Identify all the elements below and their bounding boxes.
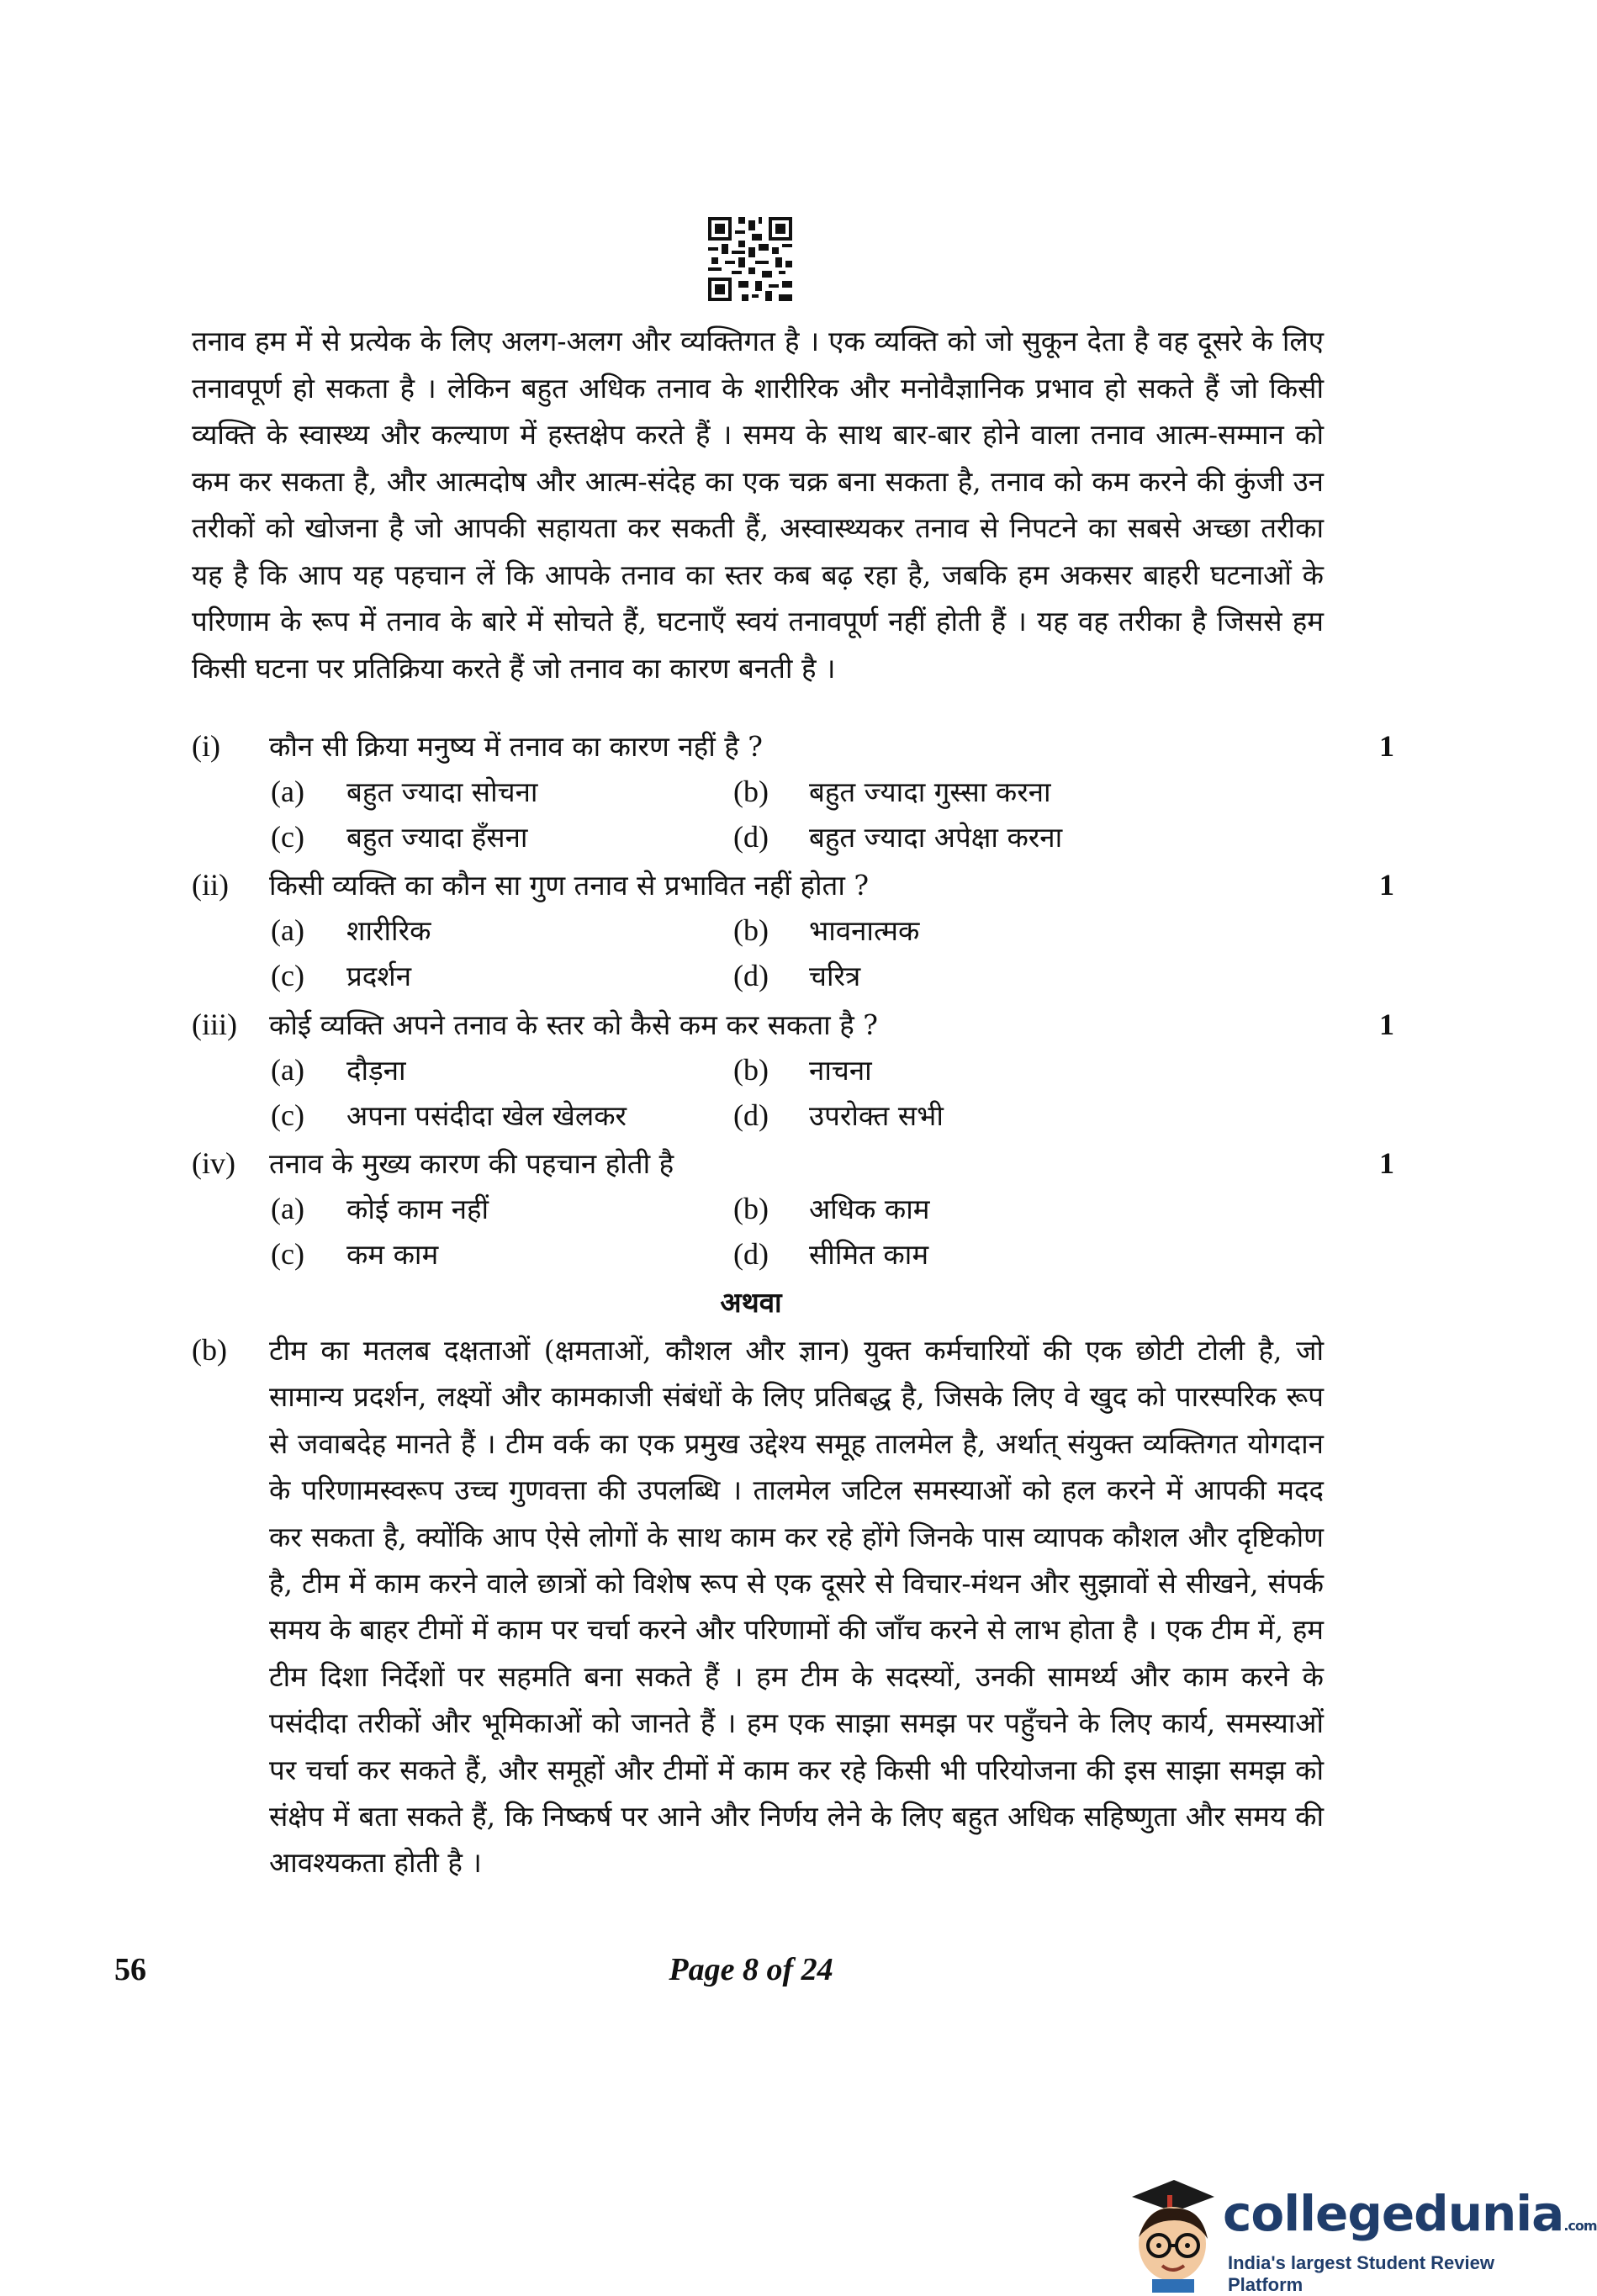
question-number: (i) (192, 729, 220, 763)
option-c: (c) प्रदर्शन (271, 959, 412, 992)
passage-text: तनाव हम में से प्रत्येक के लिए अलग-अलग और व्यक्तिगत है । एक व्यक्ति को जो सुकून देता है वह दूसरे के लिए तनावपूर्ण हो सकता है । लेकिन बहुत अधिक तनाव के शारीरिक और मनोवैज्ञानिक प्रभाव हो सकते हैं जो किसी व्यक्ति के स्वास्थ्य और कल्याण में हस्तक्षेप करते हैं । समय के साथ बार-बार होने वाला तनाव आत्म-सम्मान को कम कर सकता है, और आत्मदोष और आत्म-संदेह का एक चक्र बना सकता है, तनाव को कम करने की कुंजी उन तरीकों को खोजना है जो आपकी सहायता कर सकती हैं, अस्वास्थ्यकर तनाव से निपटने का सबसे अच्छा तरीका यह है कि आप यह पहचान लें कि आपके तनाव का स्तर कब बढ़ रहा है, जबकि हम अकसर बाहरी घटनाओं के परिणाम के रूप में तनाव के बारे में सोचते हैं, घटनाएँ स्वयं तनावपूर्ण नहीं होती हैं । यह वह तरीका है जिससे हम किसी घटना पर प्रतिक्रिया करते हैं जो तनाव का कारण बनती है । (192, 325, 1324, 685)
option-b: (b) नाचना (733, 1053, 872, 1087)
options-row (271, 953, 1112, 999)
option-b: (b) बहुत ज्यादा गुस्सा करना (733, 775, 1051, 808)
options-row (271, 907, 1112, 954)
question-text: किसी व्यक्ति का कौन सा गुण तनाव से प्रभावित नहीं होता ? (269, 869, 870, 902)
option-a: (a) शारीरिक (271, 913, 431, 947)
question-number: (ii) (192, 868, 229, 902)
options-row (271, 814, 1112, 860)
option-a: (a) कोई काम नहीं (271, 1192, 489, 1225)
question-number: (iv) (192, 1146, 235, 1180)
collegedunia-logo (1115, 2172, 1597, 2295)
paper-code: 56 (114, 1952, 146, 1987)
question-row (192, 1140, 1394, 1187)
option-d: (d) उपरोक्त सभी (733, 1098, 944, 1132)
options-row (271, 1092, 1112, 1139)
mascot-icon (1115, 2172, 1224, 2293)
question-row (192, 1002, 1394, 1048)
page-number: Page 8 of 24 (669, 1952, 833, 1987)
options-row (271, 1231, 1112, 1278)
question-text: तनाव के मुख्य कारण की पहचान होती है (269, 1147, 674, 1180)
question-row (192, 723, 1394, 770)
question-number: (iii) (192, 1008, 237, 1041)
option-d: (d) चरित्र (733, 959, 861, 992)
part-b-label: (b) (192, 1333, 227, 1367)
option-a: (a) दौड़ना (271, 1053, 406, 1087)
logo-tagline: India's largest Student Review Platform (1228, 2252, 1494, 2295)
question-marks: 1 (1379, 868, 1394, 902)
question-text: कोई व्यक्ति अपने तनाव के स्तर को कैसे कम कर सकता है ? (269, 1008, 878, 1041)
qr-code (708, 217, 792, 301)
option-d: (d) बहुत ज्यादा अपेक्षा करना (733, 820, 1063, 854)
options-row (271, 1047, 1112, 1093)
question-text: कौन सी क्रिया मनुष्य में तनाव का कारण नहीं है ? (269, 730, 763, 763)
or-heading: अथवा (720, 1286, 782, 1319)
option-b: (b) भावनात्मक (733, 913, 920, 947)
options-row (271, 769, 1112, 815)
question-marks: 1 (1379, 1008, 1394, 1041)
options-row (271, 1186, 1112, 1232)
part-b-text: टीम का मतलब दक्षताओं (क्षमताओं, कौशल और ज्ञान) युक्त कर्मचारियों की एक छोटी टोली है, जो सामान्य प्रदर्शन, लक्ष्यों और कामकाजी संबंधों के लिए प्रतिबद्ध है, जिसके लिए वे खुद को पारस्परिक रूप से जवाबदेह मानते हैं । टीम वर्क का एक प्रमुख उद्देश्य समूह तालमेल है, अर्थात् संयुक्त व्यक्तिगत योगदान के परिणामस्वरूप उच्च गुणवत्ता की उपलब्धि । तालमेल जटिल समस्याओं को हल करने में आपकी मदद कर सकता है, क्योंकि आप ऐसे लोगों के साथ काम कर रहे होंगे जिनके पास व्यापक कौशल और दृष्टिकोण है, टीम में काम करने वाले छात्रों को विशेष रूप से एक दूसरे से विचार-मंथन और सुझावों से सीखने, संपर्क समय के बाहर टीमों में काम पर चर्चा करने और परिणामों की जाँच करने से लाभ होता है । एक टीम में, हम टीम दिशा निर्देशों पर सहमति बना सकते हैं । हम टीम के सदस्यों, उनकी सामर्थ्य और काम करने के पसंदीदा तरीकों और भूमिकाओं को जानते हैं । हम एक साझा समझ पर पहुँचने के लिए कार्य, समस्याओं पर चर्चा कर सकते हैं, और समूहों और टीमों में काम कर रहे किसी भी परियोजना की इस साझा समझ को संक्षेप में बता सकते हैं, कि निष्कर्ष पर आने और निर्णय लेने के लिए बहुत अधिक सहिष्णुता और समय की आवश्यकता होती है । (269, 1334, 1324, 1880)
option-c: (c) बहुत ज्यादा हँसना (271, 820, 528, 854)
option-c: (c) अपना पसंदीदा खेल खेलकर (271, 1098, 627, 1132)
question-marks: 1 (1379, 729, 1394, 763)
option-b: (b) अधिक काम (733, 1192, 930, 1225)
option-c: (c) कम काम (271, 1237, 439, 1271)
option-d: (d) सीमित काम (733, 1237, 929, 1271)
question-row (192, 862, 1394, 908)
option-a: (a) बहुत ज्यादा सोचना (271, 775, 538, 808)
logo-wordmark: collegedunia.com (1223, 2185, 1597, 2242)
question-marks: 1 (1379, 1146, 1394, 1180)
